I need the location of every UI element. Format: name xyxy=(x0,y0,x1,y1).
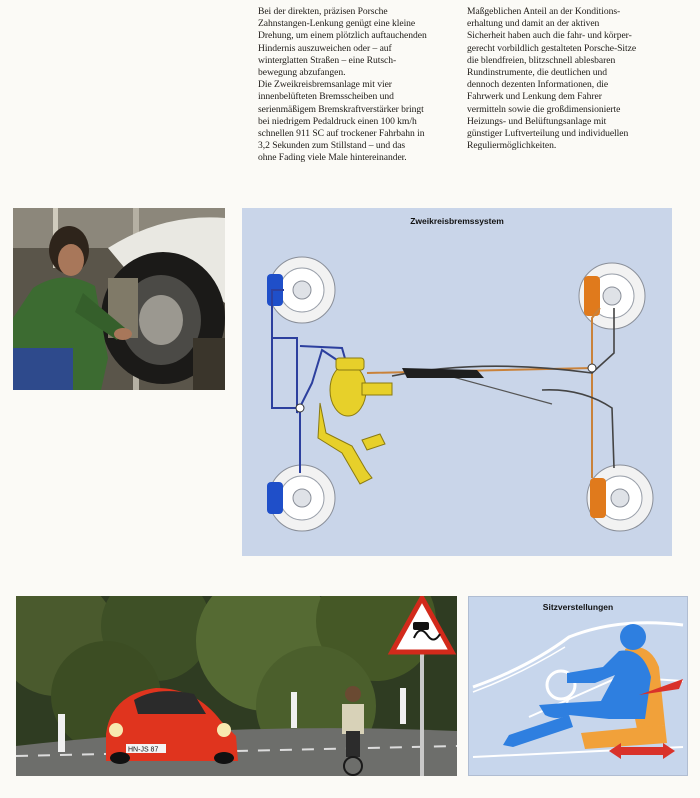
road-scene-photo xyxy=(16,596,457,776)
rear-left-disc xyxy=(267,465,335,531)
text-column-right: Maßgeblichen Anteil an der Konditions- erhaltung und damit an der aktiven Sicherheit haben auch die fahr- und körper- gerecht vorbildlich gestalteten Porsche-Sitze die blendfreien, blitzschnell ablesbaren Rundinstrumente, die deutlichen und dennoch dezenten Informationen, die Fahrwerk und Lenkung dem Fahrer vermitteln sowie die großdimensionierte Heizungs- und Belüftungsanlage mit günstiger Luftverteilung und individuellen Reguliermöglichkeiten. xyxy=(467,6,637,152)
brake-diagram-title: Zweikreisbremssystem xyxy=(410,216,504,226)
license-plate: HN-JS 87 xyxy=(128,746,159,754)
front-right-disc xyxy=(579,263,645,329)
rear-right-disc xyxy=(587,465,653,531)
brake-system-diagram xyxy=(242,208,672,556)
text-column-left: Bei der direkten, präzisen Porsche Zahnstangen-Lenkung genügt eine kleine Drehung, um einem plötzlich auftauchenden Hindernis auszuweichen oder – auf winterglatten Straßen – eine Rutsch- bewegung abzufangen. Die Zweikreisbremsanlage mit vier innenbelüfteten Bremsscheiben und serienmäßigem Bremskraftverstärker bringt bei niedrigem Pedaldruck einen 100 km/h schnellen 911 SC auf trockener Fahrbahn in 3,2 Sekunden zum Stillstand – und das ohne Fading viele Male hintereinander. xyxy=(258,6,427,164)
seat-adjustment-diagram xyxy=(468,596,688,776)
mechanic-wheel-photo xyxy=(13,208,225,390)
seat-diagram-title: Sitzverstellungen xyxy=(542,602,614,612)
